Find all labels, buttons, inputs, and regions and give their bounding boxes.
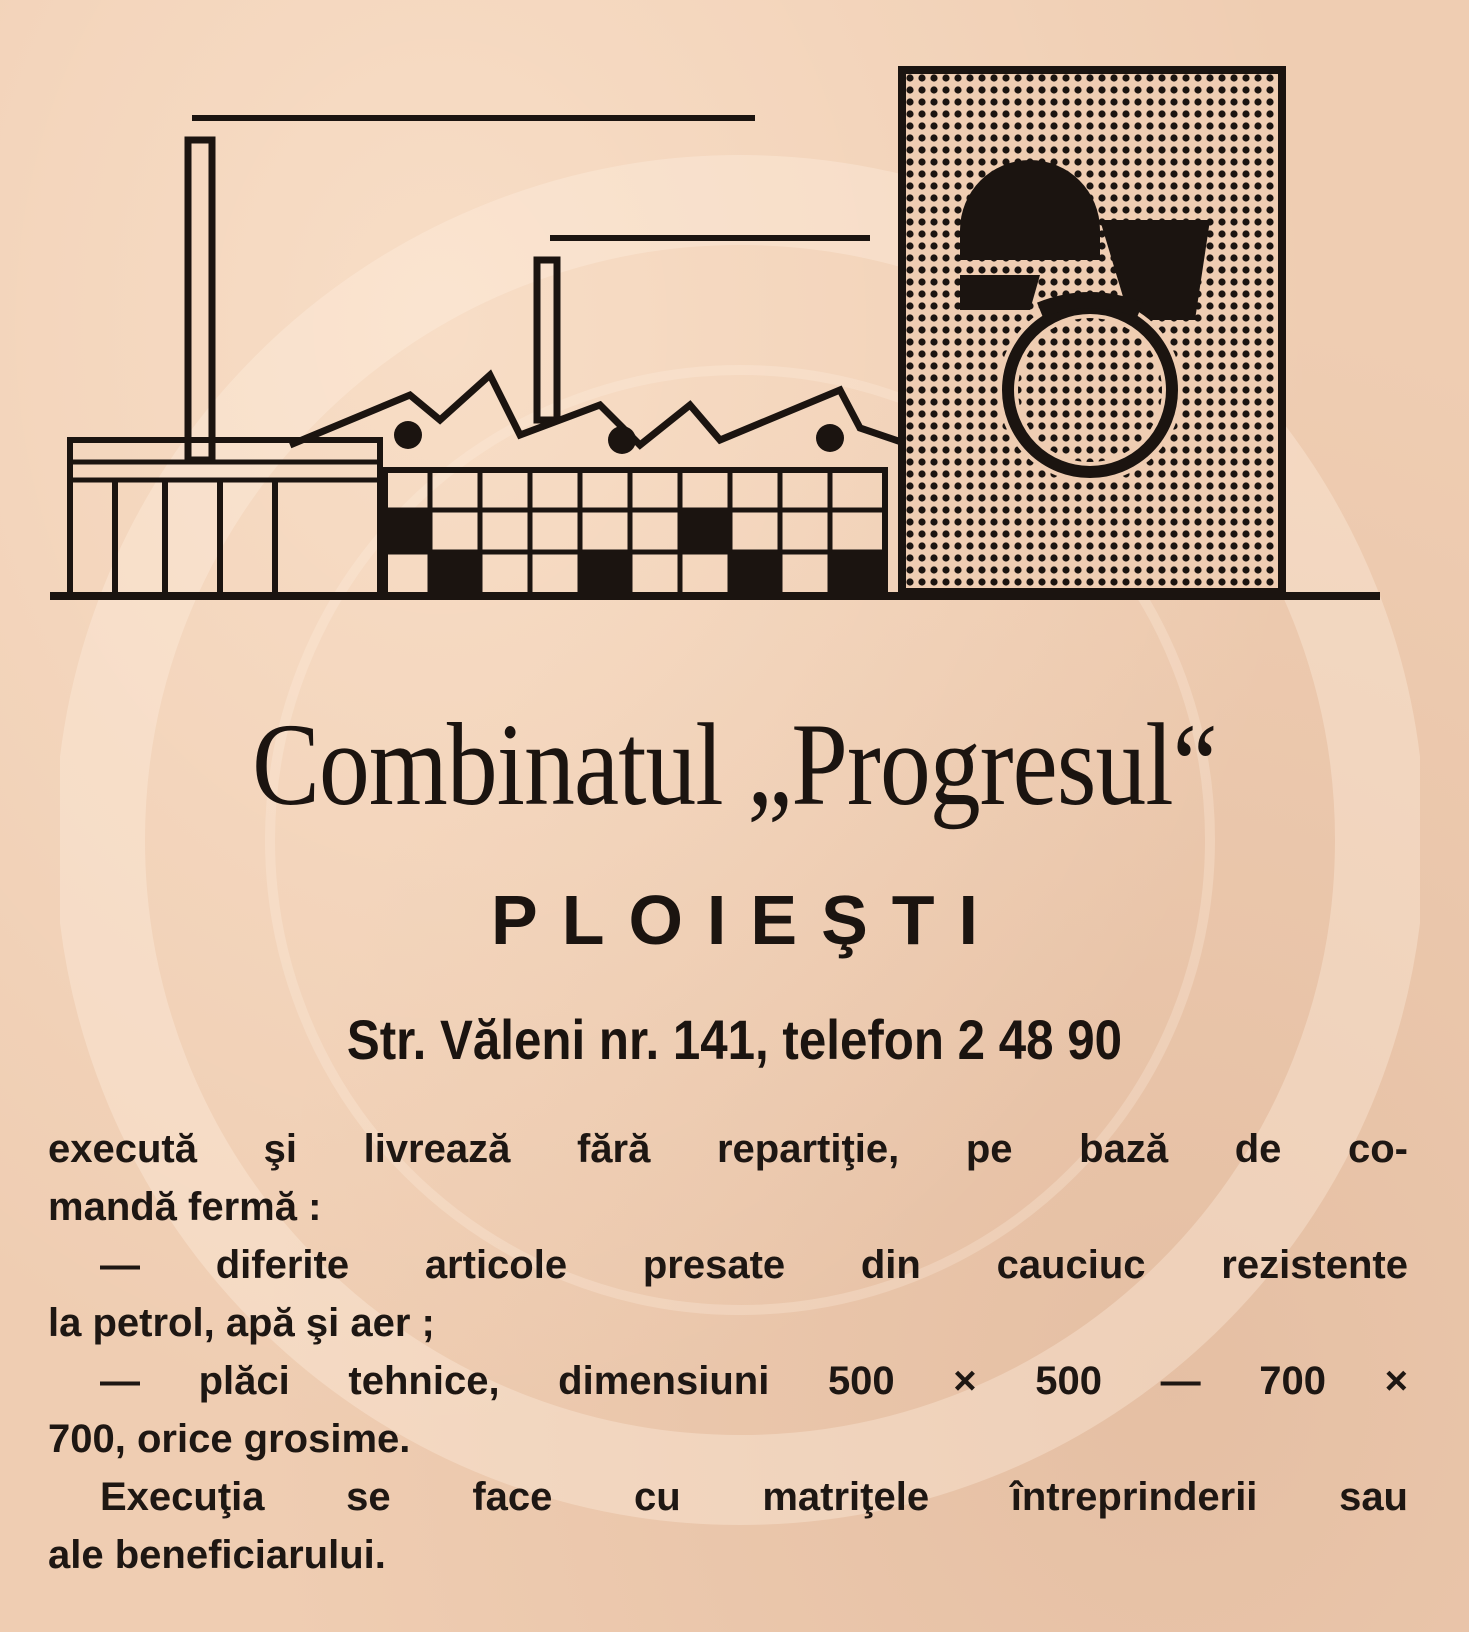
body-line: execută şi livrează fără repartiţie, pe bază de co- [48, 1127, 1408, 1171]
body-line: 700, orice grosime. [48, 1417, 411, 1461]
city-heading: PLOIEŞTI [491, 881, 1002, 959]
list-item: — plăci tehnice, dimensiuni 500 × 500 — 700 × [100, 1359, 1408, 1403]
factory-illustration [40, 60, 1400, 640]
body-line: la petrol, apă şi aer ; [48, 1301, 435, 1345]
body-line: mandă fermă : [48, 1185, 322, 1229]
company-name-heading: Combinatul „Progresul“ [252, 699, 1217, 830]
advertisement-body [48, 1120, 1408, 1584]
address-line: Str. Văleni nr. 141, telefon 2 48 90 [346, 1008, 1123, 1071]
body-line: Execuţia se face cu matriţele întreprinderii sau [100, 1475, 1408, 1519]
list-item: — diferite articole presate din cauciuc rezistente [100, 1243, 1408, 1287]
body-line: ale beneficiarului. [48, 1533, 386, 1577]
